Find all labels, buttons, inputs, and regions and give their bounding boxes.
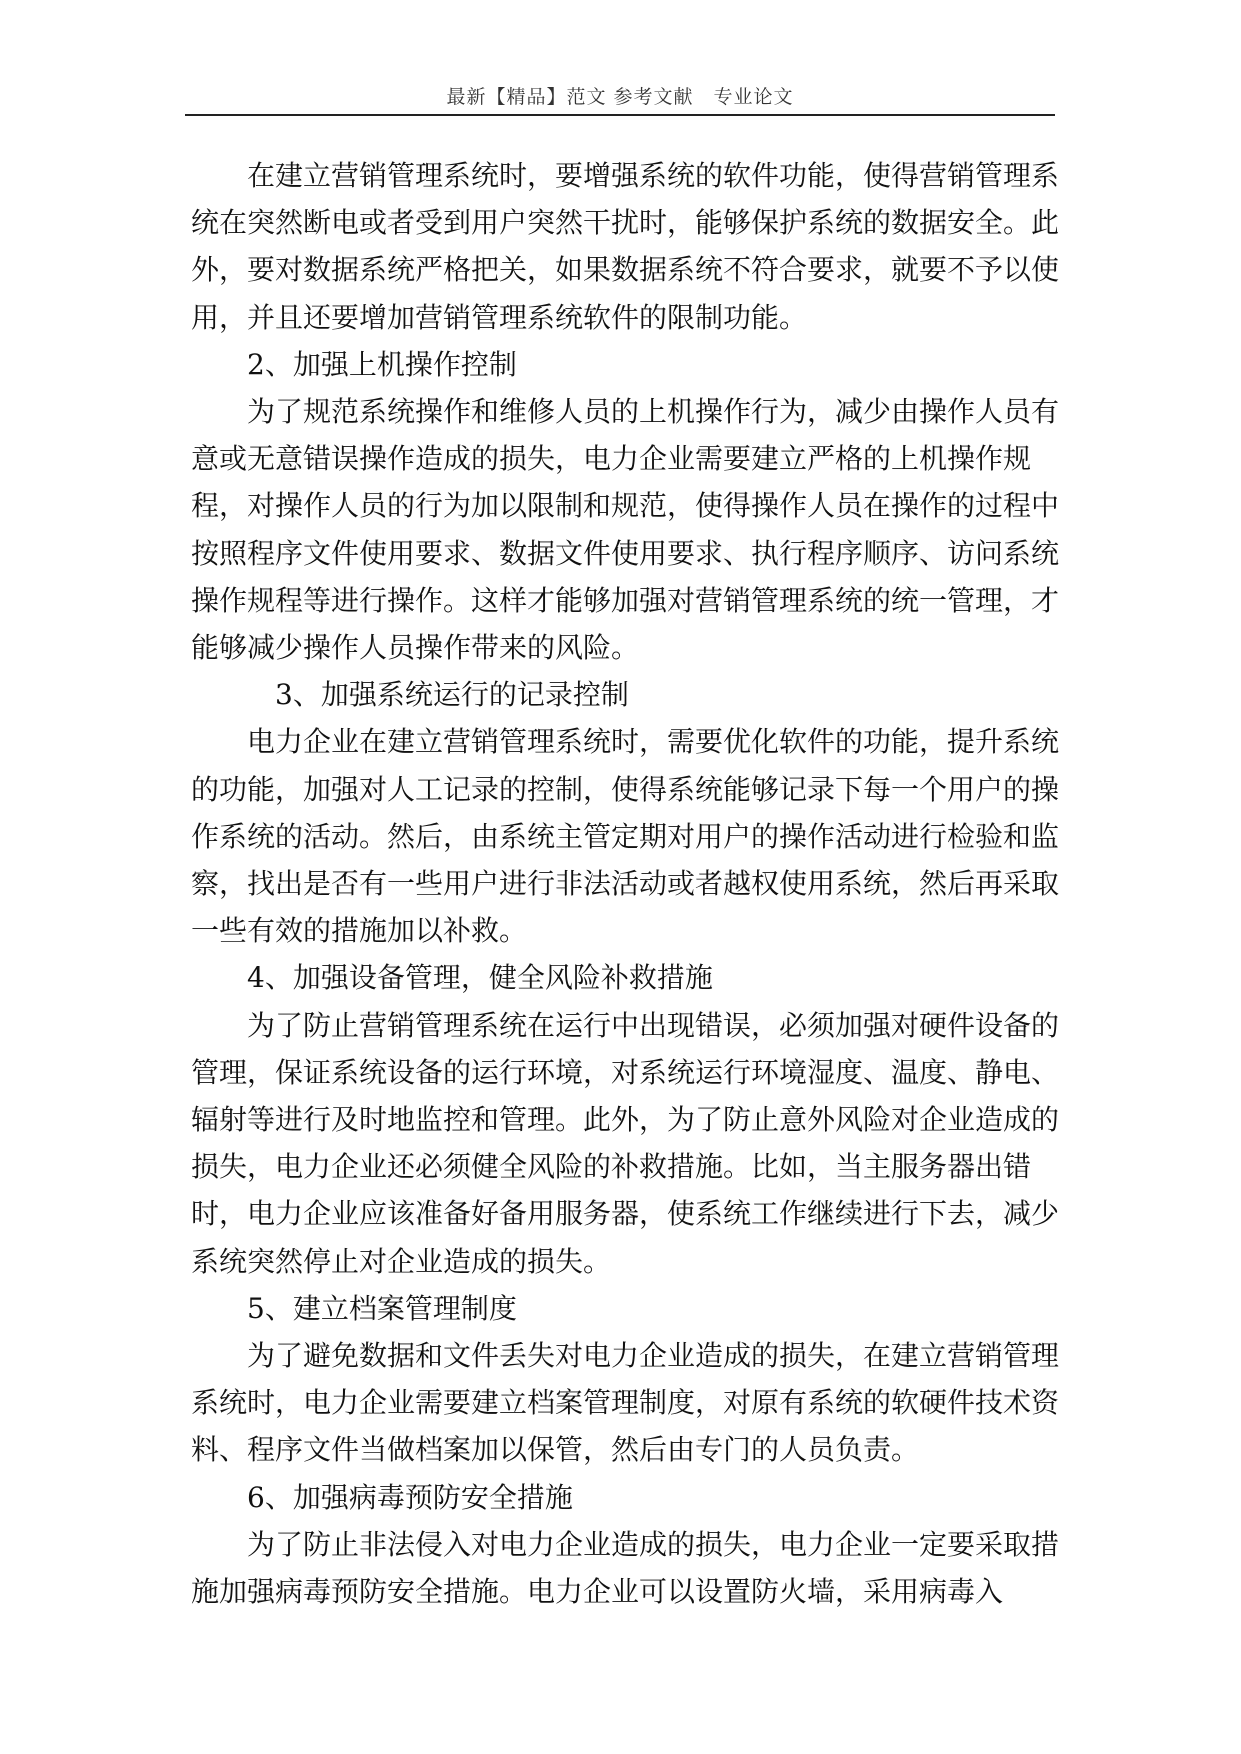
heading-section-2: 2、加强上机操作控制 [247,347,517,381]
paragraph-equipment-management: 为了防止营销管理系统在运行中出现错误，必须加强对硬件设备的管理，保证系统设备的运行环境，对系统运行环境湿度、温度、静电、辐射等进行及时地监控和管理。此外，为了防止意外风险对企业造成的损失，电力企业还必须健全风险的补救措施。比如，当主服务器出错时，电力企业应该准备好备用服务器，使系统工作继续进行下去，减少系统突然停止对企业造成的损失。 [191,1008,1060,1278]
header-rule [185,114,1055,116]
paragraph-virus-prevention: 为了防止非法侵入对电力企业造成的损失，电力企业一定要采取措施加强病毒预防安全措施。电力企业可以设置防火墙，采用病毒入 [191,1527,1060,1609]
document-body [191,152,1071,1615]
heading-section-4: 4、加强设备管理，健全风险补救措施 [247,961,713,995]
paragraph-record-control: 电力企业在建立营销管理系统时，需要优化软件的功能，提升系统的功能，加强对人工记录的控制，使得系统能够记录下每一个用户的操作系统的活动。然后，由系统主管定期对用户的操作活动进行检验和监察，找出是否有一些用户进行非法活动或者越权使用系统，然后再采取一些有效的措施加以补救。 [191,725,1060,948]
paragraph-operation-control: 为了规范系统操作和维修人员的上机操作行为，减少由操作人员有意或无意错误操作造成的损失，电力企业需要建立严格的上机操作规程，对操作人员的行为加以限制和规范，使得操作人员在操作的过程中按照程序文件使用要求、数据文件使用要求、执行程序顺序、访问系统操作规程等进行操作。这样才能够加强对营销管理系统的统一管理，才能够减少操作人员操作带来的风险。 [191,395,1060,665]
heading-section-5: 5、建立档案管理制度 [247,1291,517,1325]
paragraph-software-function: 在建立营销管理系统时，要增强系统的软件功能，使得营销管理系统在突然断电或者受到用户突然干扰时，能够保护系统的数据安全。此外，要对数据系统严格把关，如果数据系统不符合要求，就要不予以使用，并且还要增加营销管理系统软件的限制功能。 [191,159,1060,334]
paragraph-archive-management: 为了避免数据和文件丢失对电力企业造成的损失，在建立营销管理系统时，电力企业需要建立档案管理制度，对原有系统的软硬件技术资料、程序文件当做档案加以保管，然后由专门的人员负责。 [191,1339,1060,1467]
heading-section-6: 6、加强病毒预防安全措施 [247,1480,573,1514]
page-header: 最新【精品】范文 参考文献 专业论文 [446,86,794,108]
heading-section-3: 3、加强系统运行的记录控制 [275,678,629,712]
